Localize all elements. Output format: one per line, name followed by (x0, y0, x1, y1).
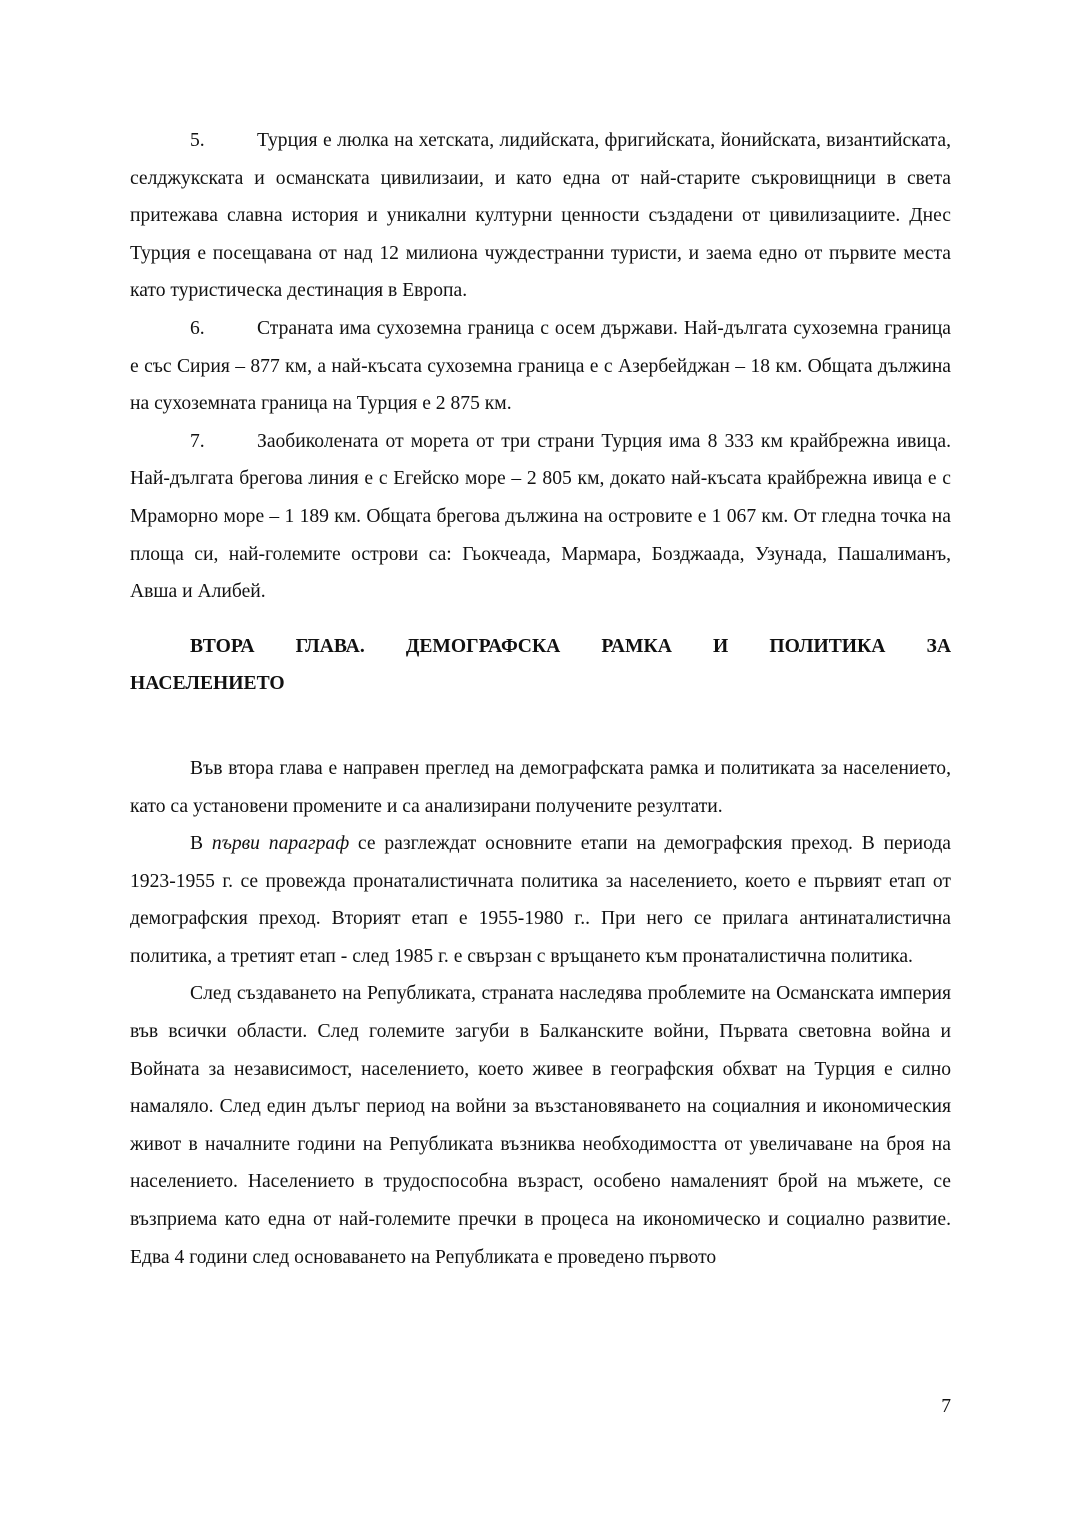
item-text: Страната има сухоземна граница с осем държави. Най-дългата сухоземна граница е със Сирия – 877 км, а най-късата сухоземна граница е с Азербейджан – 18 км. Общата дължина на сухоземната граница на Турция е 2 875 км. (130, 317, 951, 415)
item-text: Турция е люлка на хетската, лидийската, фригийската, йонийската, византийската, селджукската и османската цивилизаии, и като една от най-старите съкровищници в света притежава славна история и уникални културни ценности създадени от цивилизациите. Днес Турция е посещавана от над 12 милиона чуждестранни туристи, и заема едно от първите места като туристическа дестинация в Европа. (130, 130, 951, 302)
page-number: 7 (941, 1396, 951, 1417)
paragraph-first-section (130, 825, 951, 975)
item-number: 5. (190, 130, 205, 151)
list-item-5 (130, 122, 951, 310)
paragraph-republic: След създаването на Републиката, страната наследява проблемите на Османската империя във всички области. След големите загуби в Балканските войни, Първата световна война и Войната за независимост, населението, което живее в географския обхват на Турция е силно намаляло. След един дълъг период на войни за възстановяването на социалния и икономическия живот в началните години на Републиката възниква необходимостта от увеличаване на броя на населението. Населението в трудоспособна възраст, особено намаленият брой на мъжете, се възприема като една от най-големите пречки в процеса на икономическо и социално развитие. Едва 4 години след основаването на Републиката е проведено първото (130, 983, 951, 1268)
chapter-heading-block (130, 628, 951, 703)
item-number: 7. (190, 430, 205, 452)
list-item-6 (130, 310, 951, 423)
paragraph-body: се разглеждат основните етапи на демографския преход. В периода 1923-1955 г. се провежда пронаталистичната политика за населението, което е първият етап от демографския преход. Вторият етап е 1955-1980 г.. При него се прилага антинаталистична политика, а третият етап - след 1985 г. е свързан с връщането към пронаталистична политика. (130, 833, 951, 967)
italic-term: първи параграф (211, 833, 350, 855)
document-page (130, 122, 951, 1276)
list-item-7 (130, 423, 951, 611)
item-text: Заобиколената от морета от три страни Турция има 8 333 км крайбрежна ивица. Най-дългата брегова линия е с Егейско море – 2 805 км, докато най-късата крайбрежна ивица е с Мраморно море – 1 189 км. Общата брегова дължина на островите е 1 067 км. От гледна точка на площа си, най-големите острови са: Гьокчеада, Мармара, Бозджаада, Узунада, Пашалиманъ, Авша и Алибей. (130, 430, 951, 603)
paragraph-prefix: В (190, 833, 212, 855)
paragraph-intro: Във втора глава е направен преглед на демографската рамка и политиката за населението, като са установени промените и са анализирани получените резултати. (130, 757, 951, 817)
chapter-heading: ВТОРА ГЛАВА. ДЕМОГРАФСКА РАМКА И ПОЛИТИКА ЗА НАСЕЛЕНИЕТО (130, 635, 951, 695)
item-number: 6. (190, 317, 205, 339)
